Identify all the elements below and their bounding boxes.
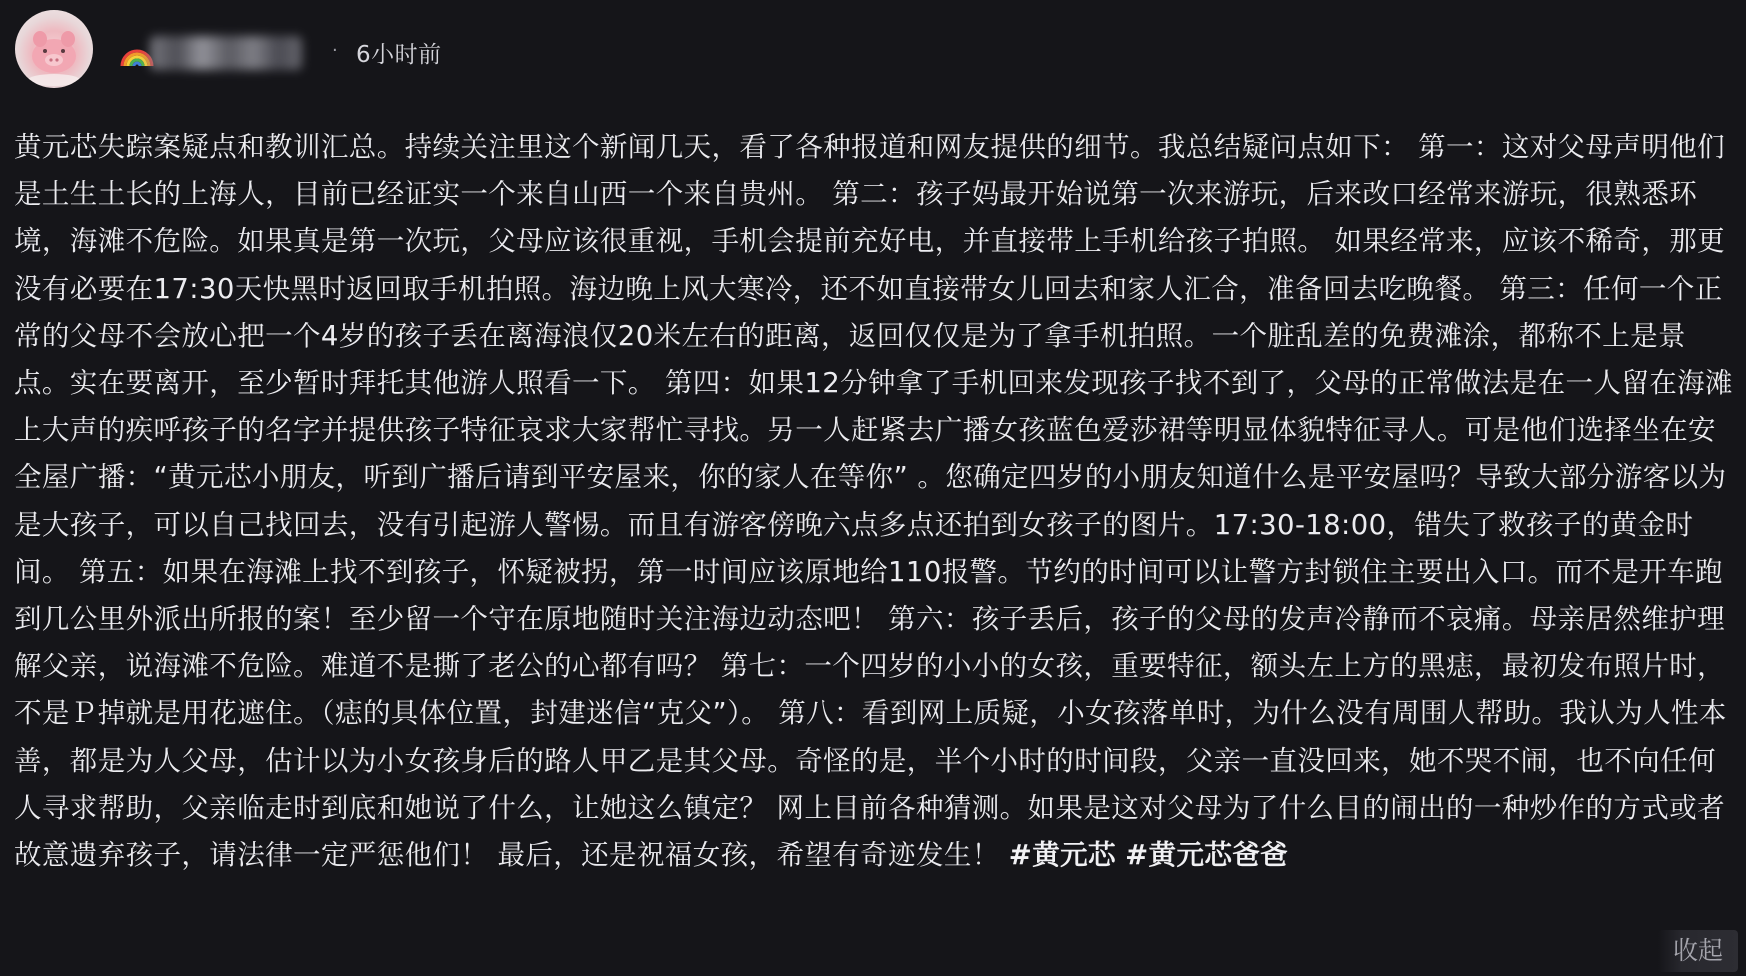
avatar[interactable] [15,10,93,88]
post-text: 黄元芯失踪案疑点和教训汇总。持续关注里这个新闻几天，看了各种报道和网友提供的细节。我总结疑问点如下： 第一：这对父母声明他们是土生土长的上海人，目前已经证实一个来自山西一个来自贵州。 第二：孩子妈最开始说第一次来游玩，后来改口经常来游玩，很熟悉环境，海滩不危险。如果真是第一次玩，父母应该很重视，手机会提前充好电，并直接带上手机给孩子拍照。 如果经常来，应该不稀奇，那更没有必要在17:30天快黑时返回取手机拍照。海边晚上风大寒冷，还不如直接带女儿回去和家人汇合，准备回去吃晚餐。 第三：任何一个正常的父母不会放心把一个4岁的孩子丢在离海浪仅20米左右的距离，返回仅仅是为了拿手机拍照。一个脏乱差的免费滩涂，都称不上是景点。实在要离开，至少暂时拜托其他游人照看一下。 第四：如果12分钟拿了手机回来发现孩子找不到了，父母的正常做法是在一人留在海滩上大声的疾呼孩子的名字并提供孩子特征哀求大家帮忙寻找。另一人赶紧去广播女孩蓝色爱莎裙等明显体貌特征寻人。可是他们选择坐在安全屋广播：“黄元芯小朋友，听到广播后请到平安屋来，你的家人在等你” 。您确定四岁的小朋友知道什么是平安屋吗？导致大部分游客以为是大孩子，可以自己找回去，没有引起游人警惕。而且有游客傍晚六点多点还拍到女孩子的图片。17:30-18:00，错失了救孩子的黄金时间。 第五：如果在海滩上找不到孩子，怀疑被拐，第一时间应该原地给110报警。节约的时间可以让警方封锁住主要出入口。而不是开车跑到几公里外派出所报的案！至少留一个守在原地随时关注海边动态吧！ 第六：孩子丢后，孩子的父母的发声冷静而不哀痛。母亲居然维护理解父亲，说海滩不危险。难道不是撕了老公的心都有吗？ 第七：一个四岁的小小的女孩，重要特征，额头左上方的黑痣，最初发布照片时，不是Ｐ掉就是用花遮住。（痣的具体位置，封建迷信“克父”）。 第八：看到网上质疑，小女孩落单时，为什么没有周围人帮助。我认为人性本善，都是为人父母，估计以为小女孩身后的路人甲乙是其父母。奇怪的是，半个小时的时间段，父亲一直没回来，她不哭不闹，也不向任何人寻求帮助，父亲临走时到底和她说了什么，让她这么镇定？ 网上目前各种猜测。如果是这对父母为了什么目的闹出的一种炒作的方式或者故意遗弃孩子，请法律一定严惩他们！ 最后，还是祝福女孩，希望有奇迹发生！ [14,131,1733,872]
hashtag-1[interactable]: #黄元芯 [1008,839,1116,872]
pig-avatar-icon [15,10,93,88]
collapse-button[interactable]: 收起 [1658,930,1738,972]
hashtag-2[interactable]: #黄元芯爸爸 [1125,839,1289,872]
username-blur [150,36,302,70]
separator-dot: · [332,40,338,61]
post-time: 6小时前 [356,42,442,68]
post-header [0,0,1746,96]
rainbow-icon [120,38,154,68]
post-content [14,124,1736,879]
username-redacted[interactable] [120,32,302,74]
